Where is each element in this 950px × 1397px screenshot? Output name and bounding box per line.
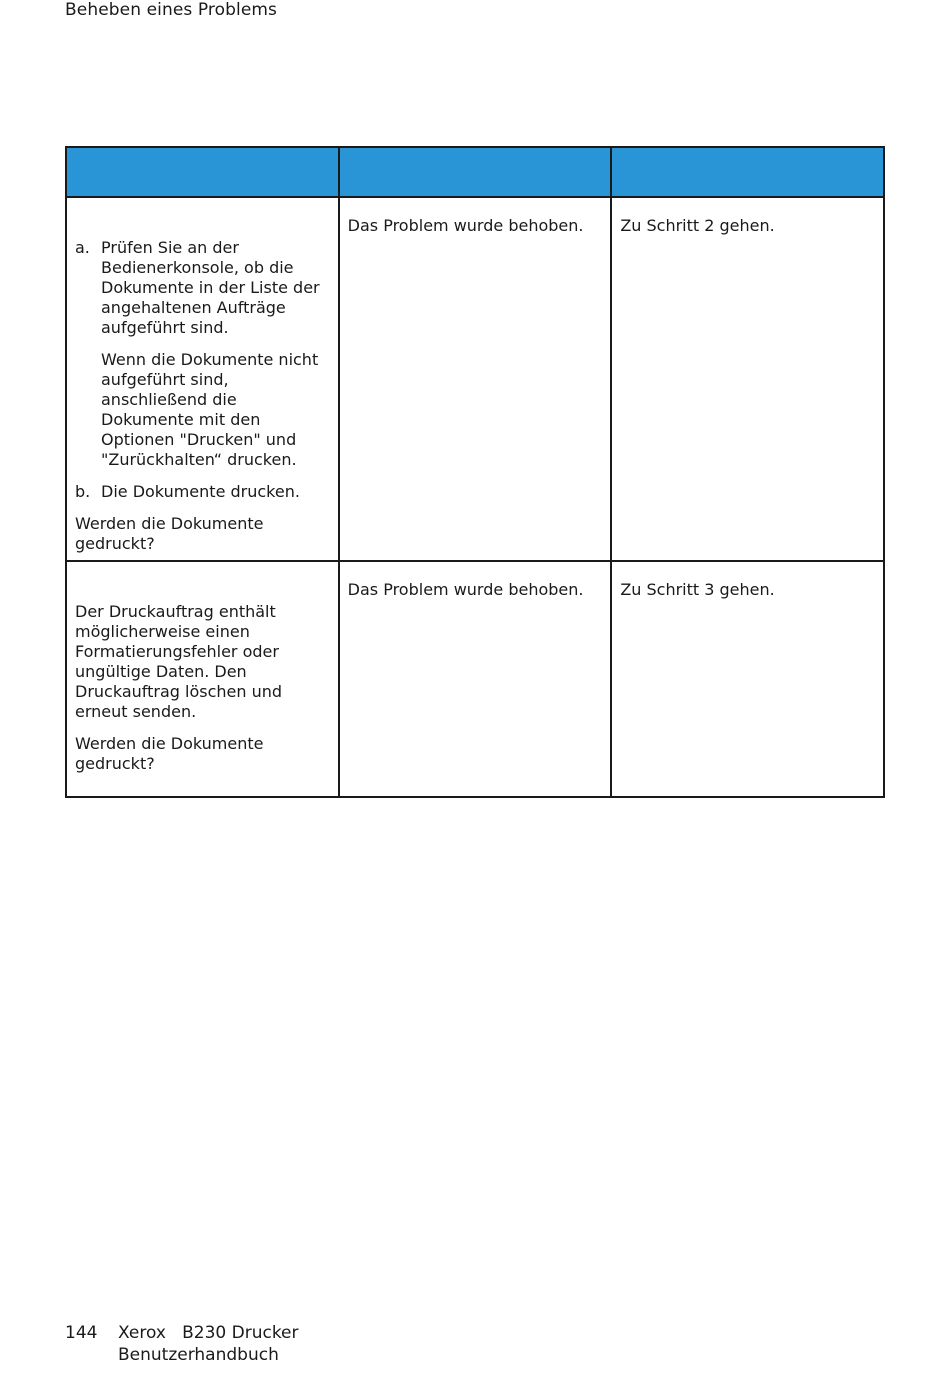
page-footer — [65, 1322, 299, 1366]
step-spacer — [75, 216, 330, 238]
substep-b — [75, 482, 330, 502]
yes-result: Das Problem wurde behoben. — [347, 216, 584, 235]
no-result: Zu Schritt 3 gehen. — [620, 580, 775, 599]
step-question: Werden die Dokumente gedruckt? — [75, 514, 264, 553]
action-cell — [66, 561, 339, 797]
no-result: Zu Schritt 2 gehen. — [620, 216, 775, 235]
yes-cell — [339, 561, 612, 797]
table-header-row — [66, 147, 884, 197]
substep-body — [101, 482, 300, 502]
step-spacer — [75, 580, 330, 602]
page-number: 144 — [65, 1323, 98, 1343]
footer-doc-name: Benutzerhandbuch — [118, 1345, 279, 1365]
substep-body — [101, 238, 330, 470]
table-row — [66, 561, 884, 797]
substep-paragraph: Prüfen Sie an der Bedienerkonsole, ob die Dokumente in der Liste der angehaltenen Aufträge aufgeführt sind. — [101, 238, 320, 337]
no-cell — [611, 197, 884, 561]
column-header-action — [66, 147, 339, 197]
troubleshooting-table — [65, 146, 885, 798]
footer-doc-info — [118, 1322, 299, 1366]
column-header-no — [611, 147, 884, 197]
action-cell — [66, 197, 339, 561]
yes-cell — [339, 197, 612, 561]
step-question: Werden die Dokumente gedruckt? — [75, 734, 264, 773]
yes-result: Das Problem wurde behoben. — [347, 580, 584, 599]
substep-marker: b. — [75, 482, 91, 501]
step-text: Der Druckauftrag enthält möglicherweise einen Formatierungsfehler oder ungültige Daten. Den Druckauftrag löschen und erneut senden. — [75, 602, 283, 721]
table-row — [66, 197, 884, 561]
no-cell — [611, 561, 884, 797]
footer-product-line: Xerox B230 Drucker — [118, 1323, 299, 1343]
running-header: Beheben eines Problems — [65, 0, 278, 20]
substep-paragraph: Die Dokumente drucken. — [101, 482, 300, 501]
substep-paragraph: Wenn die Dokumente nicht aufgeführt sind, anschließend die Dokumente mit den Optionen "Drucken" und "Zurückhalten“ drucken. — [101, 350, 319, 469]
substep-a — [75, 238, 330, 470]
column-header-yes — [339, 147, 612, 197]
substep-marker: a. — [75, 238, 90, 257]
